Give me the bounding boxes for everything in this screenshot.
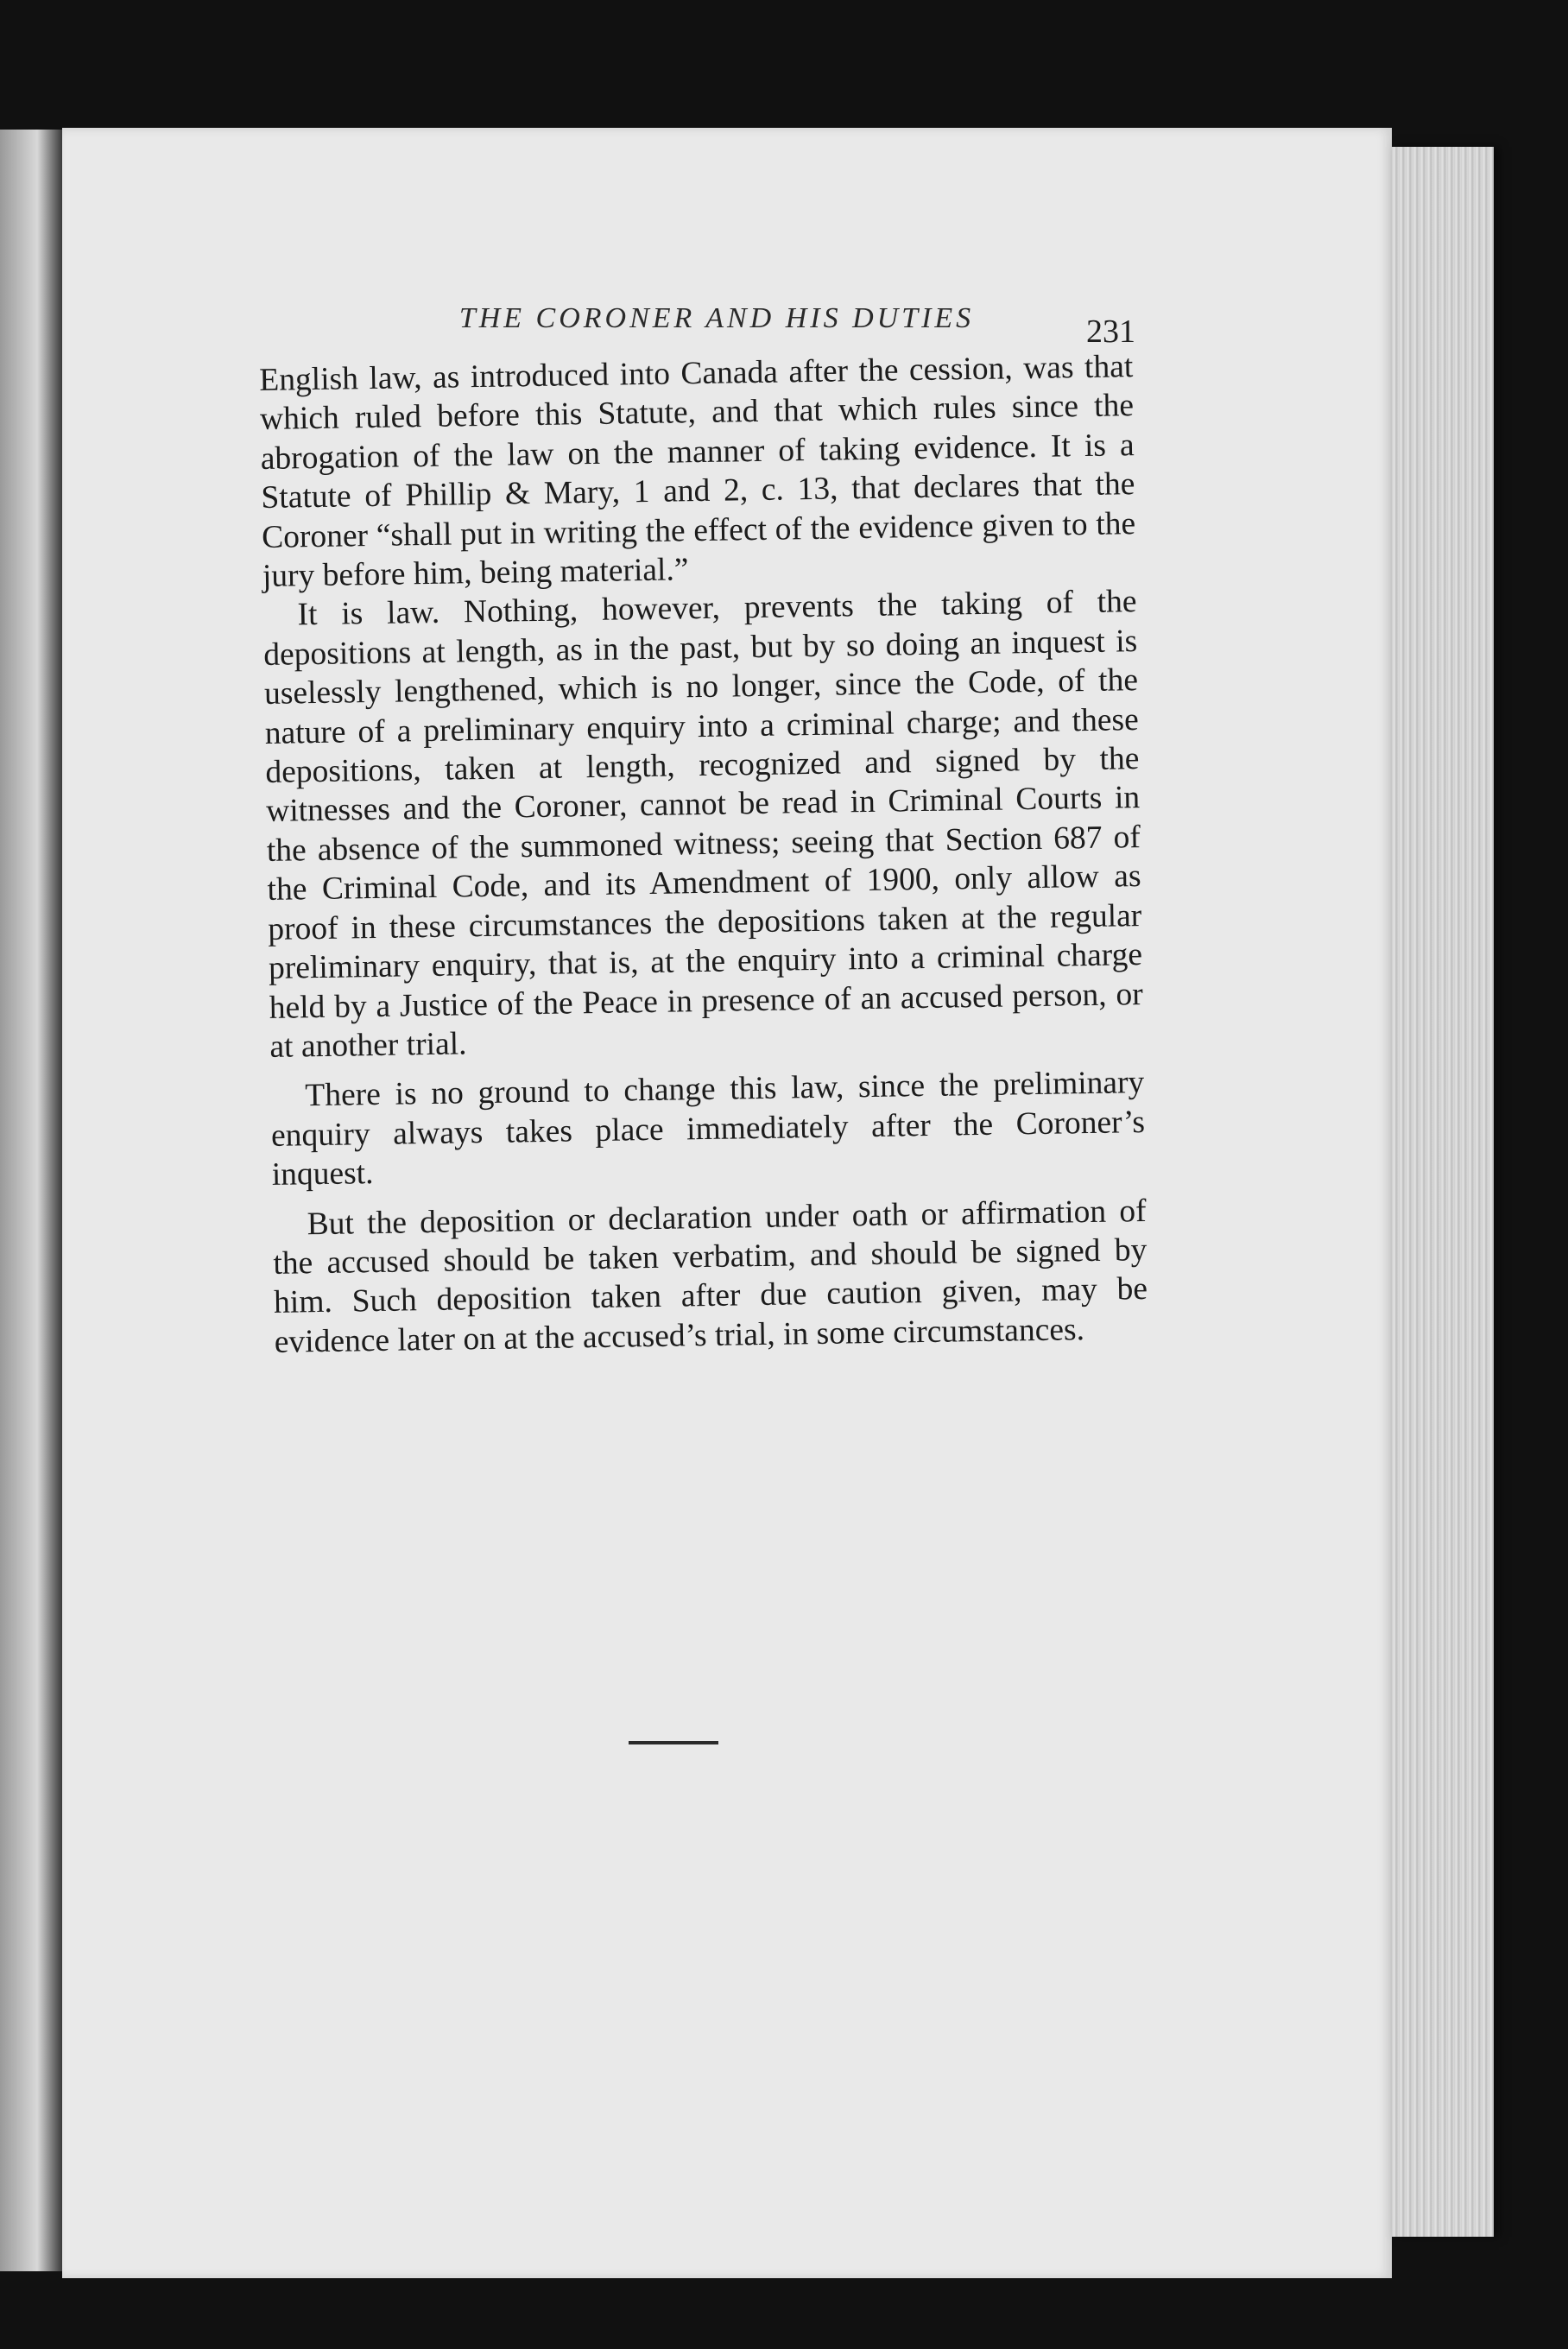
paragraph: But the deposition or declaration under oath or affirmation of the accused should be taken verbatim, and should be signed by him. Such deposition taken after due caution given, may be evidence later on at the accused’s trial, in some circumstances.	[273, 1193, 1148, 1360]
body-text	[259, 347, 1148, 1362]
left-page-edge	[0, 130, 62, 2271]
page-fore-edge	[1392, 147, 1494, 2237]
paragraph: There is no ground to change this law, since the preliminary enquiry always takes place immediately after the Coroner’s inquest.	[270, 1065, 1146, 1193]
paragraph: It is law. Nothing, however, prevents the taking of the depositions at length, as in the past, but by so doing an inquest is uselessly lengthened, which is no longer, since the Code, of the nature of a preliminary enquiry into a criminal charge; and these depositions, taken at length, recognized and signed by the witnesses and the Coroner, cannot be read in Criminal Courts in the absence of the summoned witness; seeing that Section 687 of the Criminal Code, and its Amendment of 1900, only allow as proof in these circumstances the depositions taken at the regular preliminary enquiry, that is, at the enquiry into a criminal charge held by a Justice of the Peace in presence of an accused person, or at another trial.	[263, 584, 1143, 1065]
running-head: THE CORONER AND HIS DUTIES	[458, 302, 975, 334]
section-end-rule	[629, 1741, 718, 1744]
page-number: 231	[1086, 313, 1135, 350]
paragraph: English law, as introduced into Canada after the cession, was that which ruled before this Statute, and that which rules since the abrogation of the law on the manner of taking evidence. It is a Statute of Phillip & Mary, 1 and 2, c. 13, that declares that the Coroner “shall put in writing the effect of the evidence given to the jury before him, being material.”	[259, 349, 1136, 594]
